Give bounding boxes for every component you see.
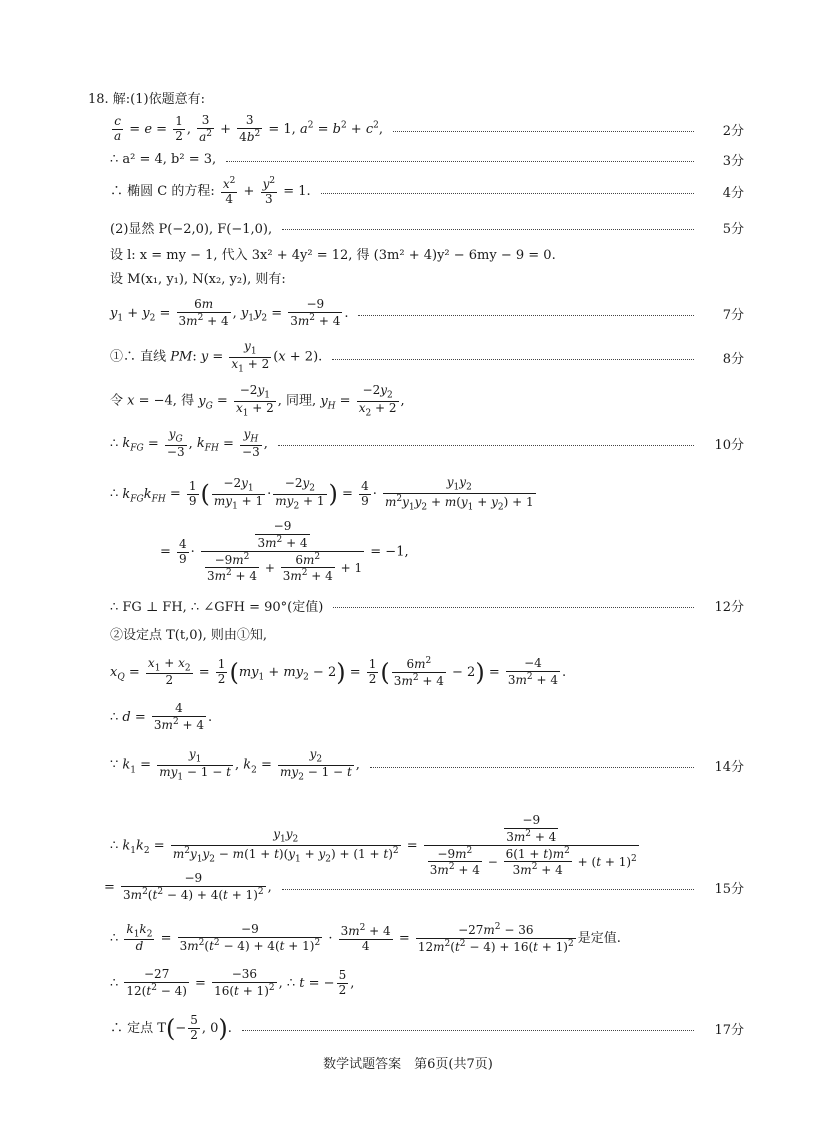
page-footer: 数学试题答案 第6页(共7页) [323,1057,493,1072]
eq-line-ellipse [110,176,744,207]
score-label: 4分 [722,185,744,201]
eq-mn: 设 M(x₁, y₁), N(x₂, y₂), 则有: [110,272,286,287]
leader-dots [358,315,694,316]
eq-line-ratio [110,922,744,955]
leader-dots [332,359,694,360]
eq-line-final [110,1014,744,1043]
eq-eccentricity: $\frac{c}{a}$ = e = $\frac{1}{2}$ , $\frac{3}{a^2}$ + $\frac{3}{4b^2}$ = 1, $a^2 = b^2 + c^2$, [114,113,383,144]
leader-dots [278,445,694,446]
problem-header [88,88,744,107]
eq-final: ∴ 定点 T(− $\frac{5}{2}$ , 0). [110,1013,232,1043]
eq-line-perpendicular [110,596,744,615]
score-label: 14分 [714,759,744,775]
leader-dots [282,889,694,890]
eq-line-vieta [110,298,744,329]
eq-line-product-eval [160,520,744,584]
eq-pm: ①∴ 直线 PM: y = $\frac{y_1}{x_1 + 2}$ (x + 2). [110,339,323,375]
leader-dots [242,1030,694,1031]
final-label: ∴ 定点 T [110,1020,166,1036]
eq-line-fixed-point [110,624,744,643]
eq-line-k1k2-product [110,814,744,878]
score-label: 12分 [714,600,744,615]
leader-dots [226,161,694,162]
problem-header-text: 18. 解:(1)依题意有: [88,92,205,107]
score-label: 8分 [722,351,744,367]
eq-line-substitute [110,244,744,263]
eq-k1k2-product: ∴ $k_1k_2$ = $\frac{y_1y_2}{m^2y_1y_2 - m(1 + t)(y_1 + y_2) + (1 + t)^2}$ = $\frac{-9}{3m^2 + 4}$ $\frac{-9m^2}{3m^2 + 4}$ − $\frac{6(1 + t)m^2}{3m^2 + 4}$ + $(t + 1)^2$ [110,813,637,878]
constant-label: 是定值. [577,930,621,946]
eq-line-product [110,476,744,512]
eq-vieta: $y_1 + y_2$ = $\frac{6m}{3m^2 + 4}$ , $y_1y_2$ = $\frac{-9}{3m^2 + 4}$ . [110,297,349,328]
eq-line-solve-t [110,968,744,999]
eq-solve-t: ∴ $\frac{-27}{12(t^2 - 4)}$ = $\frac{-36}{16(t + 1)^2}$ , ∴ t = − $\frac{5}{2}$ , [110,967,355,998]
leader-dots [282,229,694,230]
leader-dots [393,131,694,132]
eq-line-pm [110,340,744,374]
eq-line-yg [110,384,744,418]
eq-line-xq [110,656,744,689]
eq-product-eval: = $\frac{4}{9}$ · $\frac{-9}{3m^2 + 4}$ $\frac{-9m^2}{3m^2 + 4}$ + $\frac{6m^2}{3m^2 + 4}$ + 1 = −1, [160,519,409,584]
eq-substitute: 设 l: x = my − 1, 代入 3x² + 4y² = 12, 得 (3m² + 4)y² − 6my − 9 = 0. [110,248,556,263]
eq-d: ∴ d = $\frac{4}{3m^2 + 4}$ . [110,701,213,732]
eq-line-points [110,218,744,237]
eq-points: (2)显然 P(−2,0), F(−1,0), [110,222,273,237]
score-label: 2分 [722,123,744,139]
score-label: 10分 [714,438,744,454]
eq-ellipse: ∴ 椭圆 C 的方程: $\frac{x^2}{4}$ + $\frac{y^2}{3}$ = 1. [110,176,311,206]
eq-product: ∴ $k_{FG}k_{FH}$ = $\frac{1}{9}$ ( $\frac{-2y_1}{my_1 + 1}$ · $\frac{-2y_2}{my_2 + 1}$ ) = $\frac{4}{9}$ · $\frac{y_1y_2}{m^2y_1y_2 + m(y_1 + y_2) + 1}$ [110,475,534,513]
eq-line-ab [110,150,744,169]
score-label: 15分 [714,881,744,897]
eq-xq: $x_Q$ = $\frac{x_1 + x_2}{2}$ = $\frac{1}{2}$ $(my_1 + my_2 - 2)$ = $\frac{1}{2}$ ( $\frac{6m^2}{3m^2 + 4}$ − 2) = $\frac{-4}{3m^2 + 4}$ . [110,655,567,688]
leader-dots [370,767,694,768]
eq-kfg: ∴ $k_{FG}$ = $\frac{y_G}{-3}$ , $k_{FH}$ = $\frac{y_H}{-3}$ , [110,427,268,459]
eq-k1k2: ∵ $k_1$ = $\frac{y_1}{my_1 - 1 - t}$ , $k_2$ = $\frac{y_2}{my_2 - 1 - t}$ , [110,747,360,783]
eq-ab-values: ∴ a² = 4, b² = 3, [110,152,217,167]
eq-line-d [110,702,744,733]
eq-line-k1k2-simplified [104,872,744,903]
eq-yg: 令 x = −4, 得 $y_G$ = $\frac{-2y_1}{x_1 + 2}$ , 同理, $y_H$ = $\frac{-2y_2}{x_2 + 2}$ , [110,383,405,419]
eq-k1k2-simplified: = $\frac{-9}{3m^2(t^2 - 4) + 4(t + 1)^2}$ , [104,871,272,902]
score-label: 7分 [722,307,744,323]
eq-line-mn [110,268,744,287]
eq-fixed-point: ②设定点 T(t,0), 则由①知, [110,628,267,643]
eq-ratio: ∴ $\frac{k_1k_2}{d}$ = $\frac{-9}{3m^2(t^2 - 4) + 4(t + 1)^2}$ · $\frac{3m^2 + 4}{4}$ = $\frac{-27m^2 - 36}{12m^2(t^2 - 4) + 16(t + 1)^2}$ 是定值. [110,921,621,954]
score-label: 3分 [722,154,744,169]
score-label: 5分 [722,222,744,237]
eq-line-k1k2 [110,748,744,782]
leader-dots [333,607,694,608]
eq-line-eccentricity [110,114,744,145]
score-label: 17分 [714,1022,744,1038]
eq-line-kfg [110,428,744,460]
eq-perpendicular: ∴ FG ⊥ FH, ∴ ∠GFH = 90°(定值) [110,600,324,615]
leader-dots [321,193,694,194]
ellipse-label: ∴ 椭圆 C 的方程: [110,183,215,199]
